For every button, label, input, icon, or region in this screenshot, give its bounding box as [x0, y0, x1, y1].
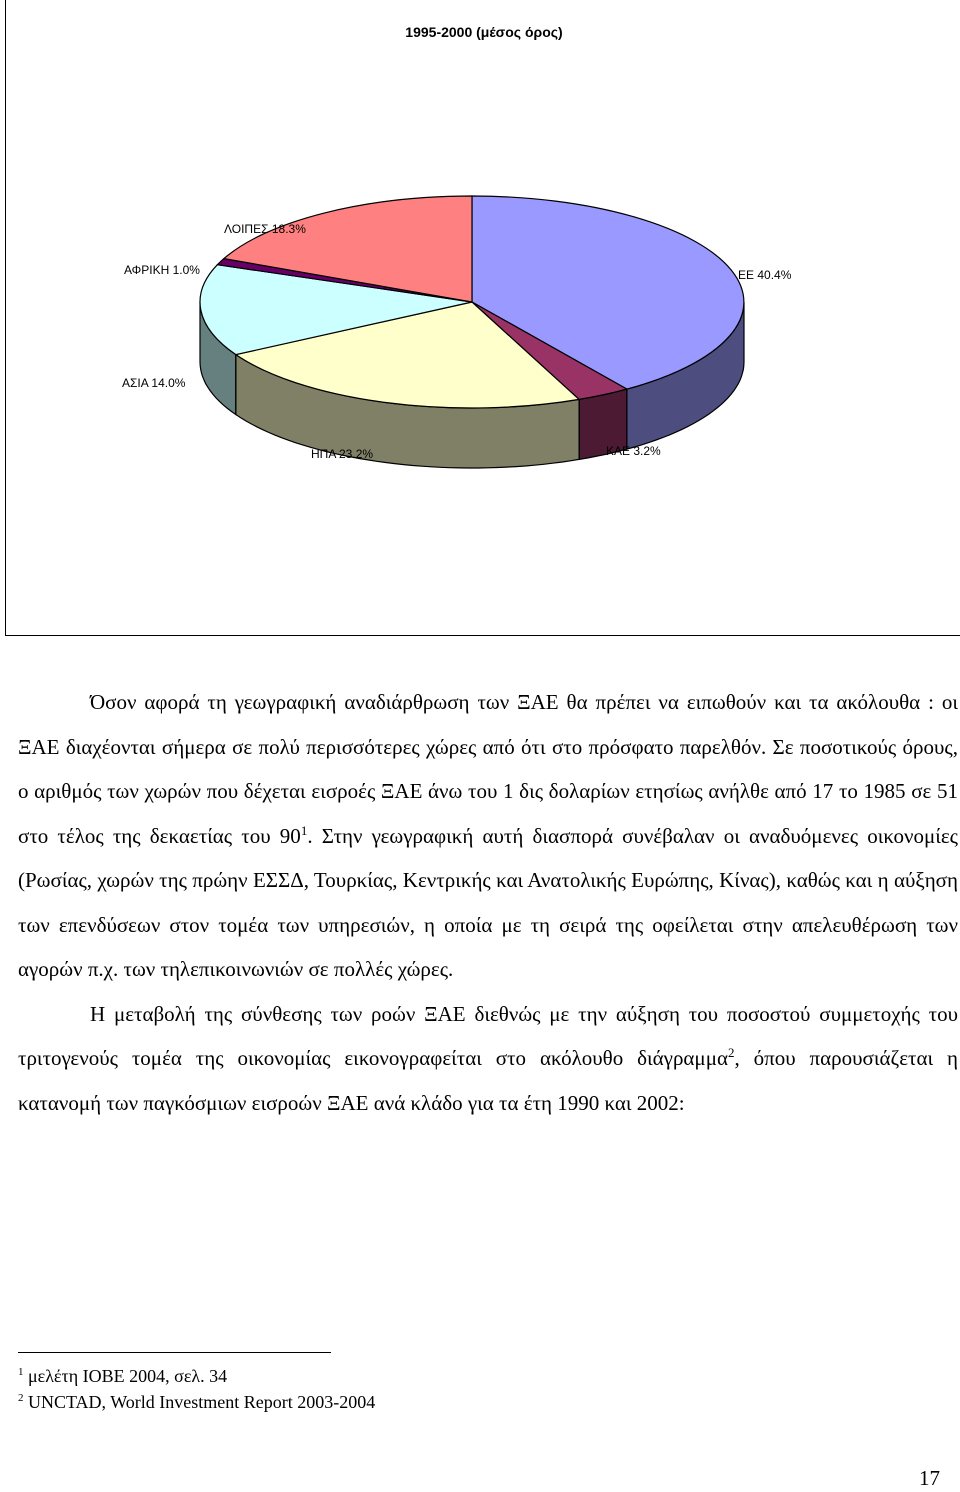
pie-label-asia: ΑΣΙΑ 14.0%: [122, 376, 186, 390]
footnote-1-number: 1: [18, 1366, 24, 1378]
paragraph-1-part-a: Όσον αφορά τη γεωγραφική αναδιάρθρωση των ΞΑΕ θα πρέπει να ειπωθούν και τα ακόλουθα : οι ΞΑΕ διαχέονται σήμερα σε πολύ περισσότερες χώρες από ότι στο πρόσφατο παρελθόν. Σε ποσοτικούς όρους, ο αριθμός των χωρών που δέχεται εισροές ΞΑΕ άνω του 1 δις δολαρίων ετησίως ανήλθε από 17 το 1985 σε 51 στο τέλος της δεκαετίας του 90: [18, 690, 958, 848]
pie-chart: [5, 0, 960, 636]
paragraph-1-part-b: . Στην γεωγραφική αυτή διασπορά συνέβαλαν οι αναδυόμενες οικονομίες (Ρωσίας, χωρών της πρώην ΕΣΣΔ, Τουρκίας, Κεντρικής και Ανατολικής Ευρώπης, Κίνας), καθώς και η αύξηση των επενδύσεων στον τομέα των υπηρεσιών, η οποία με τη σειρά της οφείλεται στην απελευθέρωση των αγορών π.χ. των τηλεπικοινωνιών σε πολλές χώρες.: [18, 823, 959, 981]
paragraph-2: [18, 992, 958, 1126]
footnote-divider: [18, 1352, 331, 1353]
footnote-1-text: μελέτη ΙΟΒΕ 2004, σελ. 34: [28, 1366, 228, 1386]
page-number: 17: [919, 1466, 940, 1490]
pie-label-others: ΛΟΙΠΕΣ 18.3%: [224, 222, 306, 236]
chart-title: 1995-2000 (μέσος όρος): [405, 24, 563, 40]
paragraph-1: [18, 680, 958, 992]
pie-label-usa: ΗΠΑ 23.2%: [311, 447, 374, 461]
footnote-1: [18, 1366, 227, 1387]
footnote-2: [18, 1392, 375, 1413]
paragraph-2-part-b: , όπου παρουσιάζεται η κατανομή των παγκόσμιων εισροών ΞΑΕ ανά κλάδο για τα έτη 1990 και 2002:: [18, 1046, 958, 1115]
body-text: [18, 680, 958, 1125]
pie-label-kae: ΚΑΕ 3.2%: [606, 444, 661, 458]
pie-label-africa: ΑΦΡΙΚΗ 1.0%: [124, 263, 200, 277]
pie-label-eu: ΕΕ 40.4%: [738, 268, 792, 282]
footnote-2-text: UNCTAD, World Investment Report 2003-2004: [28, 1392, 376, 1412]
footnote-ref-2: 2: [727, 1045, 735, 1060]
paragraph-2-part-a: Η μεταβολή της σύνθεσης των ροών ΞΑΕ διεθνώς με την αύξηση του ποσοστού συμμετοχής του τριτογενούς τομέα της οικονομίας εικονογραφείται στο ακόλουθο διάγραμμα: [18, 1001, 958, 1070]
footnote-2-number: 2: [18, 1392, 24, 1404]
pie-chart-svg: [6, 0, 960, 636]
footnote-ref-1: 1: [300, 822, 308, 838]
